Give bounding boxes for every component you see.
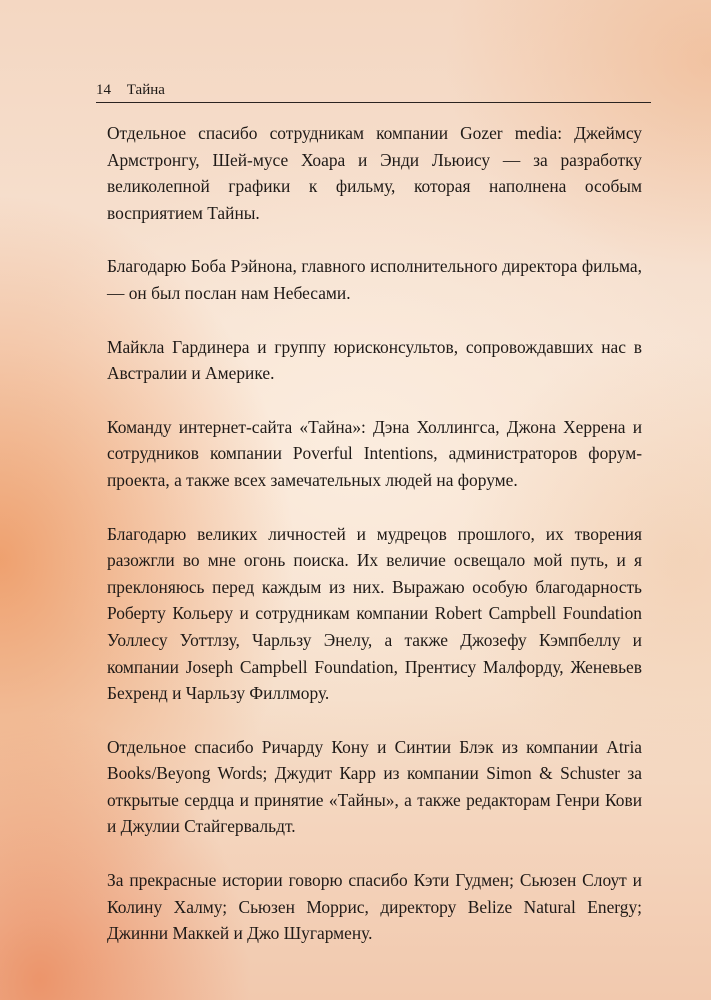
- book-title: Тайна: [126, 82, 165, 98]
- running-header: [96, 80, 651, 103]
- paragraph: За прекрасные истории говорю спасибо Кэти Гудмен; Сьюзен Слоут и Колину Халму; Сьюзен Моррис, директору Belize Natural Energy; Джинни Маккей и Джо Шугармену.: [107, 870, 642, 944]
- paragraph: Отдельное спасибо сотрудникам компании Gozer media: Джеймсу Армстронгу, Шей-мусе Хоара и Энди Льюису — за разработку великолепной графики к фильму, которая наполнена особым восприятием Тайны.: [107, 123, 642, 223]
- paragraph: Благодарю великих личностей и мудрецов прошлого, их творения разожгли во мне огонь поиска. Их величие освещало мой путь, и я преклоняюсь перед каждым из них. Выражаю особую благодарность Роберту Кольеру и сотрудникам компании Robert Campbell Foundation Уоллесу Уоттлзу, Чарльзу Энелу, а также Джозефу Кэмпбеллу и компании Joseph Campbell Foundation, Прентису Малфорду, Женевьев Бехренд и Чарльзу Филлмору.: [107, 523, 642, 704]
- page-number: 14: [96, 82, 111, 98]
- paragraph: Отдельное спасибо Ричарду Кону и Синтии Блэк из компании Atria Books/Beyong Words; Джудит Карр из компании Simon & Schuster за открытые сердца и принятие «Тайны», а также редакторам Генри Кови и Джулии Стайгервальдт.: [107, 736, 642, 837]
- acknowledgements-text: [107, 120, 642, 974]
- paragraph: Команду интернет-сайта «Тайна»: Дэна Холлингса, Джона Херрена и сотрудников компании Poverful Intentions, администраторов форум-проекта, а также всех замечательных людей на форуме.: [107, 416, 642, 490]
- paragraph: Майкла Гардинера и группу юрисконсультов, сопровождавших нас в Австралии и Америке.: [107, 336, 642, 384]
- paragraph: Благодарю Боба Рэйнона, главного исполнительного директора фильма, — он был послан нам Небесами.: [107, 256, 642, 303]
